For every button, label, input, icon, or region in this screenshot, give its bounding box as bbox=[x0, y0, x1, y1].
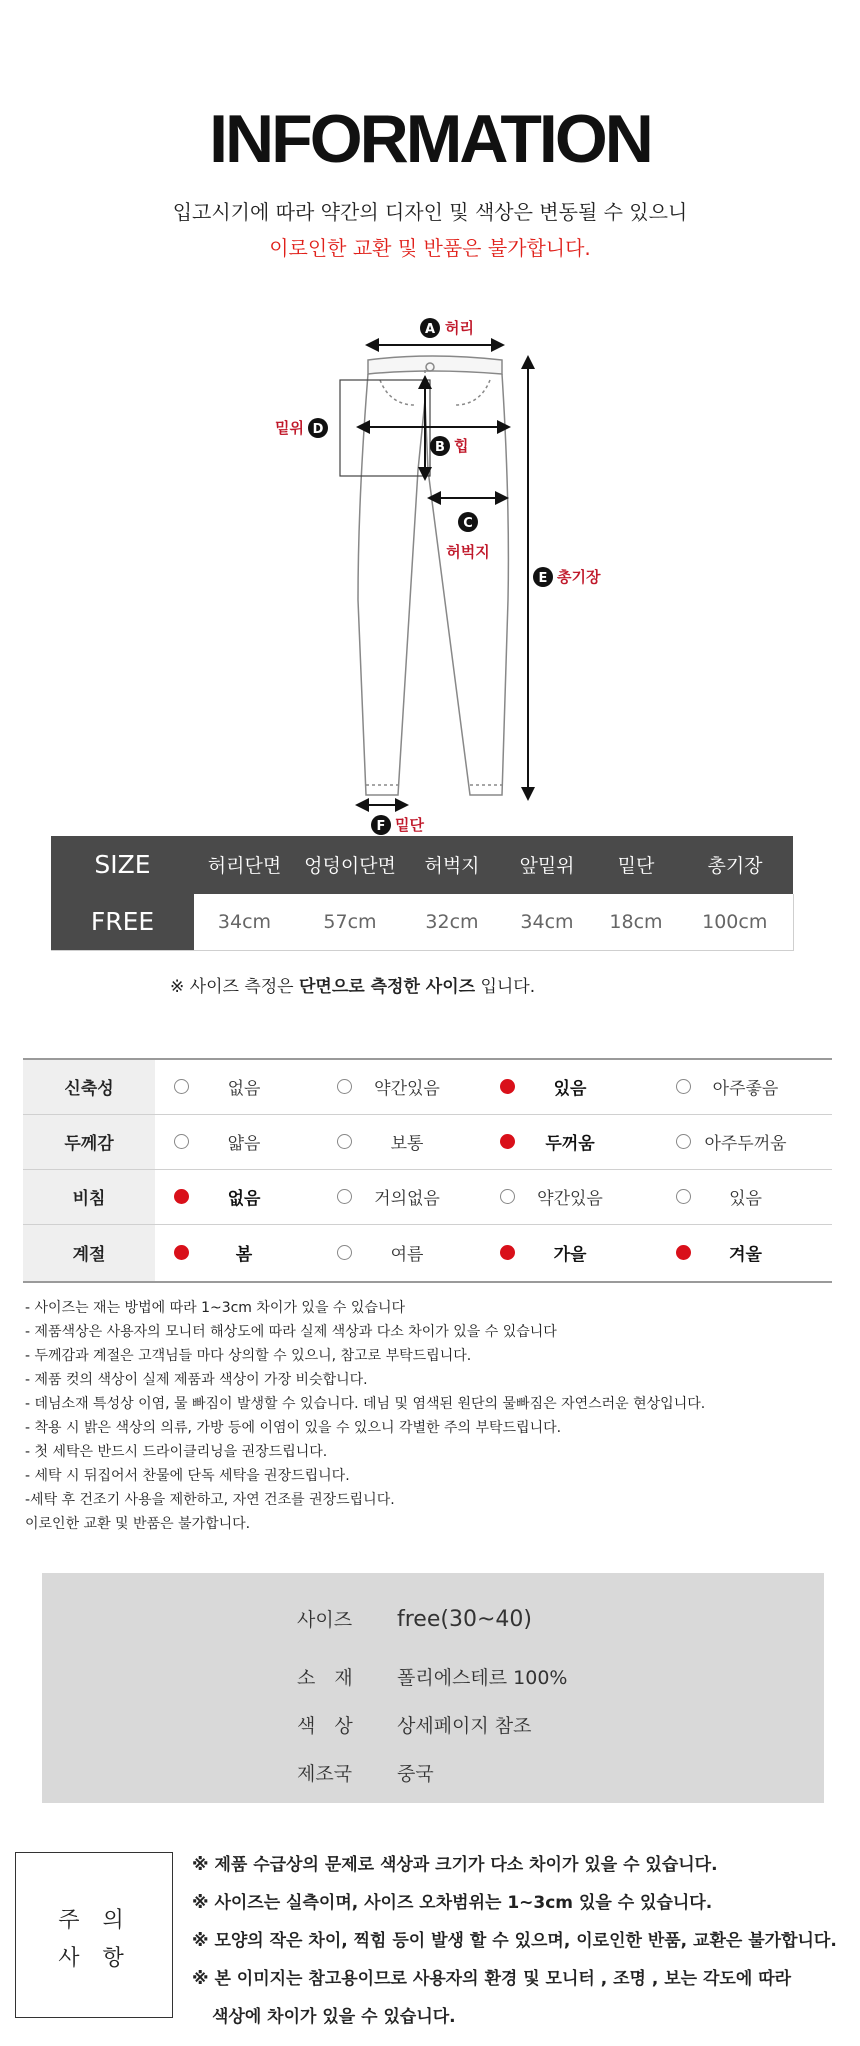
property-option bbox=[481, 1074, 644, 1099]
property-option-cell bbox=[318, 1224, 481, 1282]
property-option bbox=[155, 1129, 318, 1154]
radio-empty-icon bbox=[500, 1189, 515, 1204]
radio-empty-icon bbox=[676, 1189, 691, 1204]
size-value-cell: 34cm bbox=[499, 894, 595, 951]
caution-line: ※ 모양의 작은 차이, 찍힘 등이 발생 할 수 있으며, 이로인한 반품, 교환은 불가합니다. bbox=[192, 1931, 837, 1951]
radio-empty-icon bbox=[337, 1245, 352, 1260]
property-option-label: 거의없음 bbox=[374, 1189, 440, 1209]
care-note-line: - 사이즈는 재는 방법에 따라 1~3cm 차이가 있을 수 있습니다 bbox=[25, 1300, 405, 1316]
spec-value: 중국 bbox=[397, 1763, 434, 1785]
size-table-header-row bbox=[51, 836, 793, 894]
badge-b-text: B bbox=[435, 440, 445, 455]
property-option-label: 없음 bbox=[227, 1079, 261, 1100]
property-option bbox=[481, 1240, 644, 1265]
caution-line: ※ 제품 수급상의 문제로 색상과 크기가 다소 차이가 있을 수 있습니다. bbox=[192, 1855, 718, 1875]
spec-box bbox=[42, 1573, 824, 1803]
property-option-cell bbox=[481, 1224, 644, 1282]
property-option-cell bbox=[155, 1059, 318, 1114]
size-free-label: FREE bbox=[51, 894, 194, 951]
caution-line: ※ 본 이미지는 참고용이므로 사용자의 환경 및 모니터 , 조명 , 보는 각도에 따라 bbox=[192, 1969, 792, 1989]
property-option bbox=[644, 1240, 832, 1265]
property-row bbox=[23, 1114, 832, 1169]
spec-key: 제조국 bbox=[297, 1763, 353, 1785]
caution-lines bbox=[192, 1846, 837, 2036]
spec-value: 상세페이지 참조 bbox=[397, 1715, 532, 1737]
radio-empty-icon bbox=[676, 1079, 691, 1094]
property-option-cell bbox=[481, 1114, 644, 1169]
property-option bbox=[155, 1184, 318, 1209]
property-category: 비침 bbox=[23, 1169, 155, 1224]
size-note-suffix: 입니다. bbox=[475, 977, 536, 997]
label-rise: 밑위 bbox=[275, 419, 304, 437]
spec-row-origin bbox=[297, 1759, 434, 1786]
size-col-header: 앞밑위 bbox=[499, 836, 595, 894]
size-value-cell: 100cm bbox=[677, 894, 793, 951]
label-waist: 허리 bbox=[445, 319, 474, 337]
property-option-cell bbox=[155, 1114, 318, 1169]
property-option-cell bbox=[318, 1059, 481, 1114]
property-option-label: 가을 bbox=[553, 1245, 587, 1266]
radio-empty-icon bbox=[174, 1134, 189, 1149]
care-notes bbox=[25, 1296, 705, 1536]
radio-empty-icon bbox=[337, 1079, 352, 1094]
property-option-label: 여름 bbox=[390, 1245, 424, 1266]
spec-key: 색 상 bbox=[297, 1715, 353, 1737]
property-option-cell bbox=[481, 1059, 644, 1114]
size-value-cell: 57cm bbox=[295, 894, 405, 951]
size-value-cell: 18cm bbox=[595, 894, 677, 951]
property-option-label: 없음 bbox=[227, 1189, 261, 1209]
property-option-label: 보통 bbox=[390, 1134, 424, 1154]
property-option bbox=[481, 1184, 644, 1209]
label-length: 총기장 bbox=[557, 568, 601, 586]
radio-empty-icon bbox=[676, 1134, 691, 1149]
property-option-cell bbox=[644, 1059, 832, 1114]
property-row bbox=[23, 1059, 832, 1114]
care-note-line: - 첫 세탁은 반드시 드라이클리닝을 권장드립니다. bbox=[25, 1444, 328, 1460]
size-table-value-row bbox=[51, 894, 793, 951]
subtitle-notice: 입고시기에 따라 약간의 디자인 및 색상은 변동될 수 있으니 bbox=[172, 200, 688, 224]
property-option-cell bbox=[644, 1224, 832, 1282]
spec-value: free(30~40) bbox=[397, 1607, 532, 1632]
spec-key: 소 재 bbox=[297, 1667, 353, 1689]
property-option-label: 봄 bbox=[235, 1245, 253, 1266]
spec-row-color bbox=[297, 1711, 532, 1738]
property-option-label: 두꺼움 bbox=[545, 1134, 595, 1154]
radio-filled-icon bbox=[174, 1189, 189, 1204]
label-thigh: 허벅지 bbox=[446, 543, 490, 561]
care-note-line: - 제품색상은 사용자의 모니터 해상도에 따라 실제 색상과 다소 차이가 있을 수 있습니다 bbox=[25, 1324, 557, 1340]
size-measurement-note bbox=[170, 972, 535, 997]
radio-filled-icon bbox=[500, 1245, 515, 1260]
property-option-label: 있음 bbox=[553, 1079, 587, 1100]
property-option bbox=[318, 1240, 481, 1265]
property-option-cell bbox=[155, 1224, 318, 1282]
property-option bbox=[155, 1074, 318, 1099]
pants-outline bbox=[358, 356, 508, 795]
caution-title-box bbox=[15, 1852, 173, 2018]
property-category: 계절 bbox=[23, 1224, 155, 1282]
property-option bbox=[481, 1129, 644, 1154]
caution-title-line2: 사 항 bbox=[58, 1946, 132, 1971]
badge-a-text: A bbox=[424, 322, 436, 337]
property-option-cell bbox=[481, 1169, 644, 1224]
badge-e-text: E bbox=[538, 571, 548, 586]
property-table bbox=[23, 1058, 832, 1283]
property-option-label: 약간있음 bbox=[374, 1079, 440, 1100]
caution-line: 색상에 차이가 있을 수 있습니다. bbox=[212, 2007, 456, 2027]
size-col-header: 허리단면 bbox=[194, 836, 295, 894]
pants-diagram-svg bbox=[240, 300, 640, 840]
size-note-prefix: ※ 사이즈 측정은 bbox=[170, 977, 299, 997]
spec-value: 폴리에스테르 100% bbox=[397, 1667, 568, 1689]
property-option-cell bbox=[644, 1114, 832, 1169]
caution-line: ※ 사이즈는 실측이며, 사이즈 오차범위는 1~3cm 있을 수 있습니다. bbox=[192, 1893, 713, 1913]
care-note-line: - 착용 시 밝은 색상의 의류, 가방 등에 이염이 있을 수 있으니 각별한 주의 부탁드립니다. bbox=[25, 1420, 562, 1436]
size-col-header: 총기장 bbox=[677, 836, 793, 894]
care-note-line: - 두께감과 계절은 고객님들 마다 상의할 수 있으니, 참고로 부탁드립니다. bbox=[25, 1348, 472, 1364]
radio-empty-icon bbox=[337, 1134, 352, 1149]
size-col-header: 밑단 bbox=[595, 836, 677, 894]
property-option-label: 겨울 bbox=[729, 1245, 762, 1266]
label-hem: 밑단 bbox=[395, 816, 424, 834]
property-option bbox=[155, 1240, 318, 1265]
property-row bbox=[23, 1224, 832, 1282]
pants-measurement-diagram bbox=[240, 300, 640, 840]
property-option bbox=[644, 1074, 832, 1099]
label-hip: 힙 bbox=[454, 437, 469, 455]
property-option bbox=[644, 1129, 832, 1154]
property-option bbox=[318, 1074, 481, 1099]
radio-filled-icon bbox=[500, 1134, 515, 1149]
property-category: 신축성 bbox=[23, 1059, 155, 1114]
property-option-cell bbox=[318, 1169, 481, 1224]
care-note-line: - 데님소재 특성상 이염, 물 빠짐이 발생할 수 있습니다. 데님 및 염색된 원단의 물빠짐은 자연스러운 현상입니다. bbox=[25, 1396, 706, 1412]
size-col-header: 허벅지 bbox=[405, 836, 499, 894]
radio-empty-icon bbox=[337, 1189, 352, 1204]
care-note-line: - 세탁 시 뒤집어서 찬물에 단독 세탁을 권장드립니다. bbox=[25, 1468, 350, 1484]
property-option-label: 얇음 bbox=[227, 1134, 261, 1154]
size-header-label: SIZE bbox=[51, 836, 194, 894]
property-option-cell bbox=[318, 1114, 481, 1169]
size-value-cell: 32cm bbox=[405, 894, 499, 951]
property-option-cell bbox=[644, 1169, 832, 1224]
care-note-line: - 제품 컷의 색상이 실제 제품과 색상이 가장 비슷합니다. bbox=[25, 1372, 368, 1388]
spec-row-material bbox=[297, 1663, 567, 1690]
property-option-label: 있음 bbox=[729, 1189, 762, 1209]
badge-f-text: F bbox=[376, 819, 386, 834]
property-option-label: 아주좋음 bbox=[712, 1079, 779, 1100]
subtitle-warning: 이로인한 교환 및 반품은 불가합니다. bbox=[269, 236, 591, 260]
radio-filled-icon bbox=[174, 1245, 189, 1260]
caution-title-line1: 주 의 bbox=[58, 1908, 132, 1933]
property-option-label: 약간있음 bbox=[537, 1189, 603, 1209]
badge-d-text: D bbox=[312, 422, 324, 437]
property-option bbox=[318, 1129, 481, 1154]
spec-key: 사이즈 bbox=[297, 1609, 353, 1631]
radio-empty-icon bbox=[174, 1079, 189, 1094]
property-option-cell bbox=[155, 1169, 318, 1224]
property-category: 두께감 bbox=[23, 1114, 155, 1169]
care-note-line: 이로인한 교환 및 반품은 불가합니다. bbox=[25, 1516, 251, 1532]
badge-c-text: C bbox=[463, 516, 473, 531]
property-option bbox=[318, 1184, 481, 1209]
radio-filled-icon bbox=[500, 1079, 515, 1094]
property-row bbox=[23, 1169, 832, 1224]
spec-row-size bbox=[297, 1605, 532, 1632]
property-option-label: 아주두꺼움 bbox=[704, 1134, 787, 1154]
care-note-line: -세탁 후 건조기 사용을 제한하고, 자연 건조를 권장드립니다. bbox=[25, 1492, 395, 1508]
size-value-cell: 34cm bbox=[194, 894, 295, 951]
radio-filled-icon bbox=[676, 1245, 691, 1260]
size-col-header: 엉덩이단면 bbox=[295, 836, 405, 894]
property-option bbox=[644, 1184, 832, 1209]
size-note-bold: 단면으로 측정한 사이즈 bbox=[299, 977, 476, 997]
page-title: INFORMATION bbox=[209, 101, 651, 177]
size-table bbox=[51, 836, 794, 951]
